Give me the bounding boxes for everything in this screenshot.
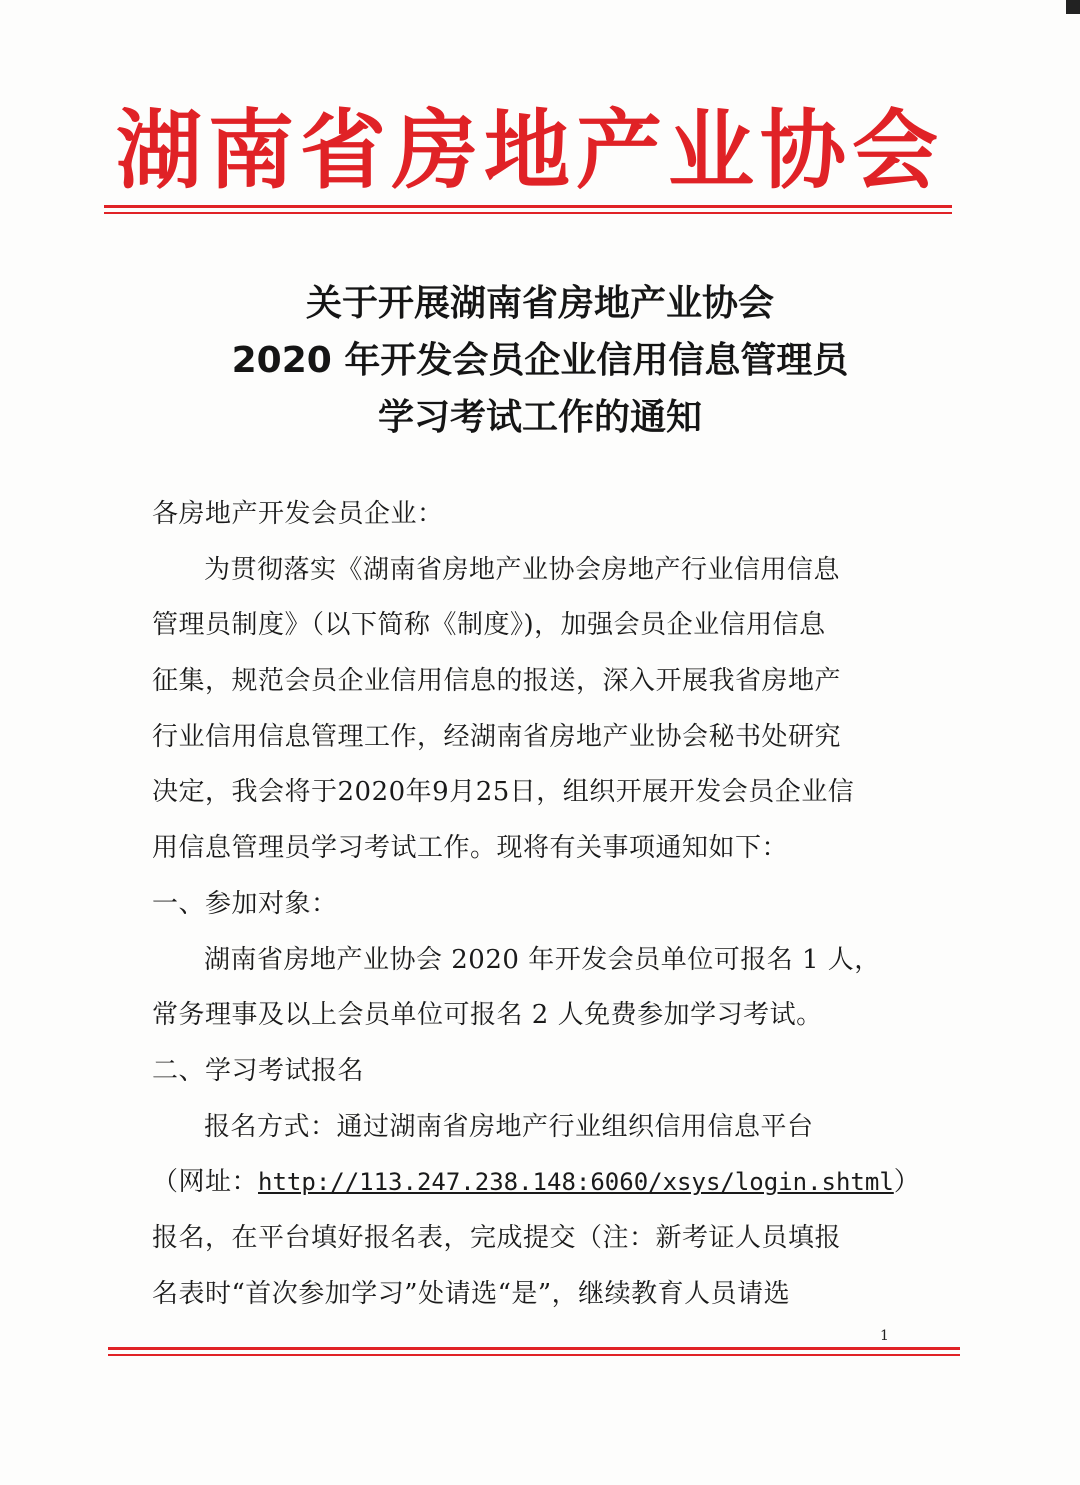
intro-line-2: 管理员制度》（以下简称《制度》)，加强会员企业信用信息 bbox=[152, 610, 826, 641]
section-2-url-line bbox=[152, 1155, 921, 1211]
title-line-2: 2020 年开发会员企业信用信息管理员 bbox=[231, 340, 849, 381]
platform-url-link[interactable]: http://113.247.238.148:6060/xsys/login.shtml bbox=[258, 1168, 894, 1197]
organization-header: 湖南省房地产业协会 bbox=[116, 101, 944, 201]
footer-rule-thick bbox=[108, 1347, 960, 1350]
page-number: 1 bbox=[880, 1328, 889, 1344]
intro-line-1: 为贯彻落实《湖南省房地产业协会房地产行业信用信息 bbox=[204, 554, 841, 585]
document-title bbox=[100, 275, 980, 446]
intro-line-6: 用信息管理员学习考试工作。现将有关事项通知如下： bbox=[152, 833, 789, 864]
section-2-line-1: 报名方式：通过湖南省房地产行业组织信用信息平台 bbox=[204, 1111, 814, 1142]
section-2-heading: 二、学习考试报名 bbox=[152, 1055, 365, 1086]
salutation: 各房地产开发会员企业： bbox=[152, 499, 444, 529]
section-1-heading: 一、参加对象： bbox=[152, 888, 338, 919]
intro-line-3: 征集，规范会员企业信用信息的报送，深入开展我省房地产 bbox=[152, 666, 842, 697]
intro-line-4: 行业信用信息管理工作，经湖南省房地产业协会秘书处研究 bbox=[152, 721, 842, 752]
title-line-3: 学习考试工作的通知 bbox=[377, 397, 702, 438]
footer-rule-thin bbox=[108, 1354, 960, 1356]
header-rule-thick bbox=[104, 205, 952, 208]
url-suffix: ） bbox=[893, 1167, 921, 1198]
section-1-line-2: 常务理事及以上会员单位可报名 2 人免费参加学习考试。 bbox=[152, 1000, 823, 1031]
header-rule-thin bbox=[104, 212, 952, 214]
intro-line-5: 决定，我会将于2020年9月25日，组织开展开发会员企业信 bbox=[152, 777, 855, 808]
document-body bbox=[152, 487, 921, 1322]
title-line-1: 关于开展湖南省房地产业协会 bbox=[305, 283, 774, 324]
url-prefix: （网址： bbox=[152, 1167, 259, 1198]
section-2-line-3: 报名，在平台填好报名表，完成提交（注：新考证人员填报 bbox=[152, 1222, 842, 1253]
section-1-line-1: 湖南省房地产业协会 2020 年开发会员单位可报名 1 人， bbox=[204, 944, 881, 975]
scan-edge-mark bbox=[1066, 0, 1080, 14]
section-2-line-4: 名表时“首次参加学习”处请选“是”，继续教育人员请选 bbox=[152, 1278, 791, 1309]
